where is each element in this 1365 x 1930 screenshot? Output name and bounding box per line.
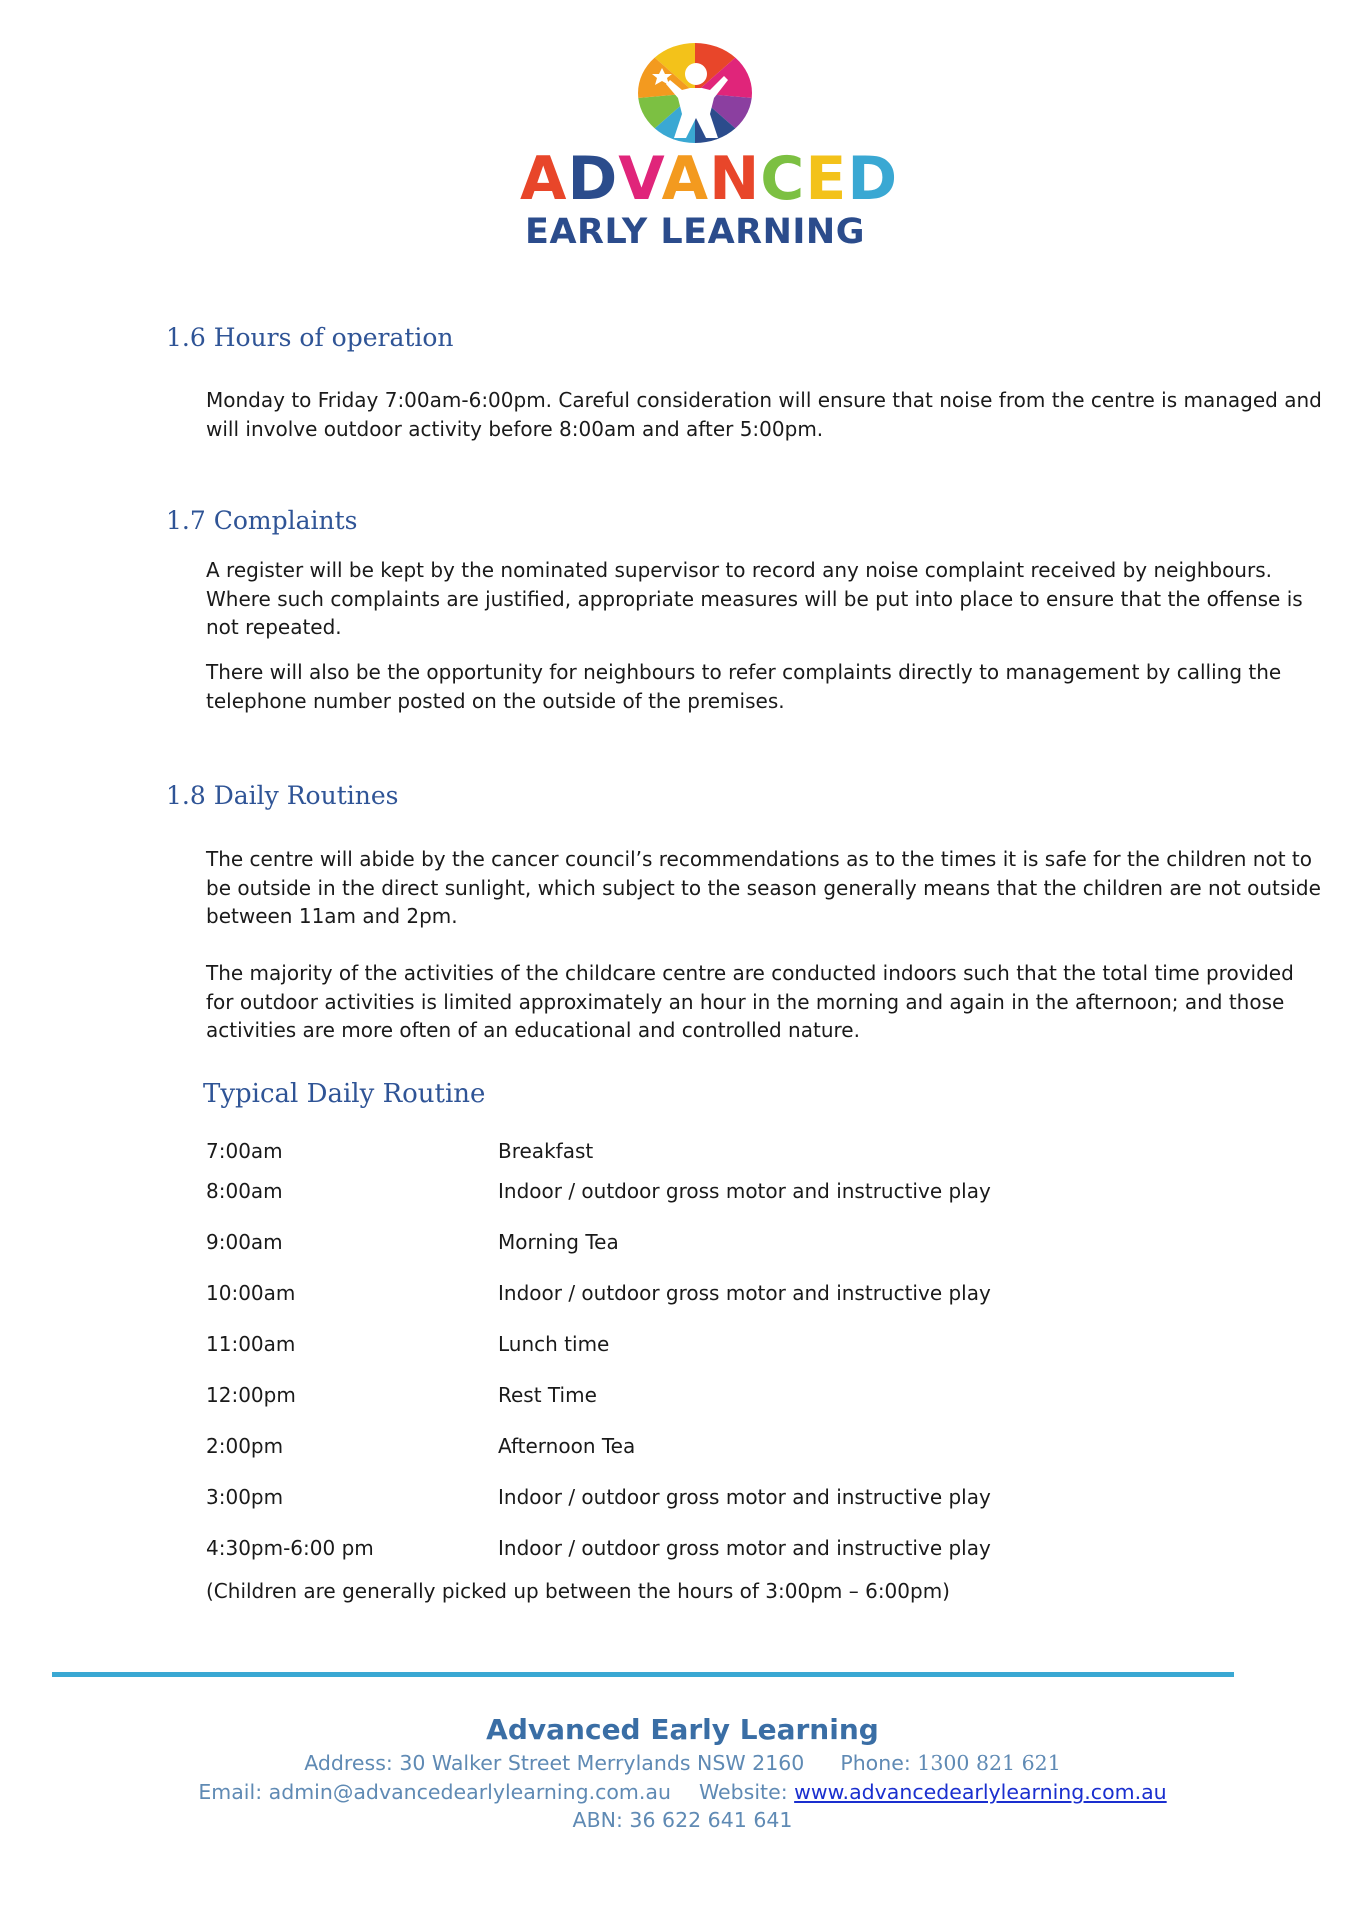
logo-letter: D (847, 144, 899, 214)
footer-company-name: Advanced Early Learning (486, 1713, 879, 1746)
address-label: Address: (304, 1751, 393, 1775)
logo-letter: A (520, 144, 568, 214)
routine-row (206, 1431, 1206, 1461)
routine-activity: Breakfast (498, 1139, 594, 1163)
logo-letter: C (760, 144, 806, 214)
logo-child-emblem (520, 38, 870, 148)
routine-time: 4:30pm-6:00 pm (206, 1536, 374, 1560)
footer-address-line (0, 1749, 1365, 1777)
email-label: Email: (198, 1780, 263, 1804)
routine-time: 10:00am (206, 1281, 296, 1305)
routine-time: 7:00am (206, 1139, 283, 1163)
routine-row (206, 1380, 1206, 1410)
abn-value: 36 622 641 641 (629, 1808, 793, 1832)
routine-row (206, 1176, 1206, 1206)
routine-time: 2:00pm (206, 1434, 284, 1458)
logo-letter: N (709, 144, 761, 214)
routine-activity: Morning Tea (498, 1230, 619, 1254)
routine-row (206, 1482, 1206, 1512)
routine-time: 9:00am (206, 1230, 283, 1254)
routine-time: 11:00am (206, 1332, 296, 1356)
routine-activity: Rest Time (498, 1383, 597, 1407)
routine-row (206, 1136, 1206, 1166)
routine-activity: Indoor / outdoor gross motor and instructive play (498, 1281, 991, 1305)
routine-time: 3:00pm (206, 1485, 284, 1509)
footer-divider (52, 1672, 1234, 1677)
routine-activity: Indoor / outdoor gross motor and instructive play (498, 1179, 991, 1203)
routine-row (206, 1227, 1206, 1257)
company-logo (520, 38, 899, 258)
routine-activity: Indoor / outdoor gross motor and instructive play (498, 1485, 991, 1509)
routine-activity: Indoor / outdoor gross motor and instructive play (498, 1536, 991, 1560)
logo-letter: A (661, 144, 710, 214)
logo-letter: D (567, 144, 619, 214)
routine-row (206, 1329, 1206, 1359)
paragraph-activities: The majority of the activities of the childcare centre are conducted indoors such that the total time provided for outdoor activities is limited approximately an hour in the morning and again in the afternoon; and those activities are more often of an educational and controlled nature. (206, 961, 1294, 1042)
paragraph-sunlight: The centre will abide by the cancer council’s recommendations as to the times it is safe for the children not to be outside in the direct sunlight, which subject to the season generally means that the children are not outside between 11am and 2pm. (206, 847, 1321, 928)
email-value[interactable]: admin@advancedearlylearning.com.au (268, 1780, 671, 1804)
paragraph-complaints-telephone: There will also be the opportunity for neighbours to refer complaints directly to management by calling the telephone number posted on the outside of the premises. (206, 660, 1282, 713)
routine-time: 8:00am (206, 1179, 283, 1203)
routine-activity: Afternoon Tea (498, 1434, 636, 1458)
paragraph-complaints-register: A register will be kept by the nominated supervisor to record any noise complaint received by neighbours. Where such complaints are justified, appropriate measures will be put into place to ensure that the offense is not repeated. (206, 558, 1303, 639)
paragraph-hours: Monday to Friday 7:00am-6:00pm. Careful consideration will ensure that noise from the centre is managed and will involve outdoor activity before 8:00am and after 5:00pm. (206, 388, 1322, 441)
phone-label: Phone: (840, 1751, 911, 1775)
phone-value[interactable]: 1300 821 621 (917, 1751, 1061, 1775)
abn-label: ABN: (572, 1808, 623, 1832)
footer-contact-line (0, 1778, 1365, 1806)
logo-word-advanced (520, 144, 899, 214)
footer-abn-line (0, 1806, 1365, 1834)
heading-typical-daily-routine: Typical Daily Routine (203, 1079, 486, 1109)
heading-complaints: 1.7 Complaints (166, 506, 358, 535)
website-link[interactable]: www.advancedearlylearning.com.au (794, 1780, 1167, 1804)
logo-word-early-learning: EARLY LEARNING (525, 212, 865, 252)
address-value: 30 Walker Street Merrylands NSW 2160 (399, 1751, 805, 1775)
routine-row (206, 1278, 1206, 1308)
heading-hours-of-operation: 1.6 Hours of operation (166, 323, 454, 352)
website-label: Website: (698, 1780, 788, 1804)
routine-row (206, 1533, 1206, 1563)
routine-time: 12:00pm (206, 1383, 296, 1407)
pickup-note: (Children are generally picked up between the hours of 3:00pm – 6:00pm) (206, 1579, 950, 1603)
logo-letter: E (805, 144, 848, 214)
logo-letter: V (618, 144, 662, 214)
heading-daily-routines: 1.8 Daily Routines (166, 781, 399, 810)
routine-activity: Lunch time (498, 1332, 610, 1356)
